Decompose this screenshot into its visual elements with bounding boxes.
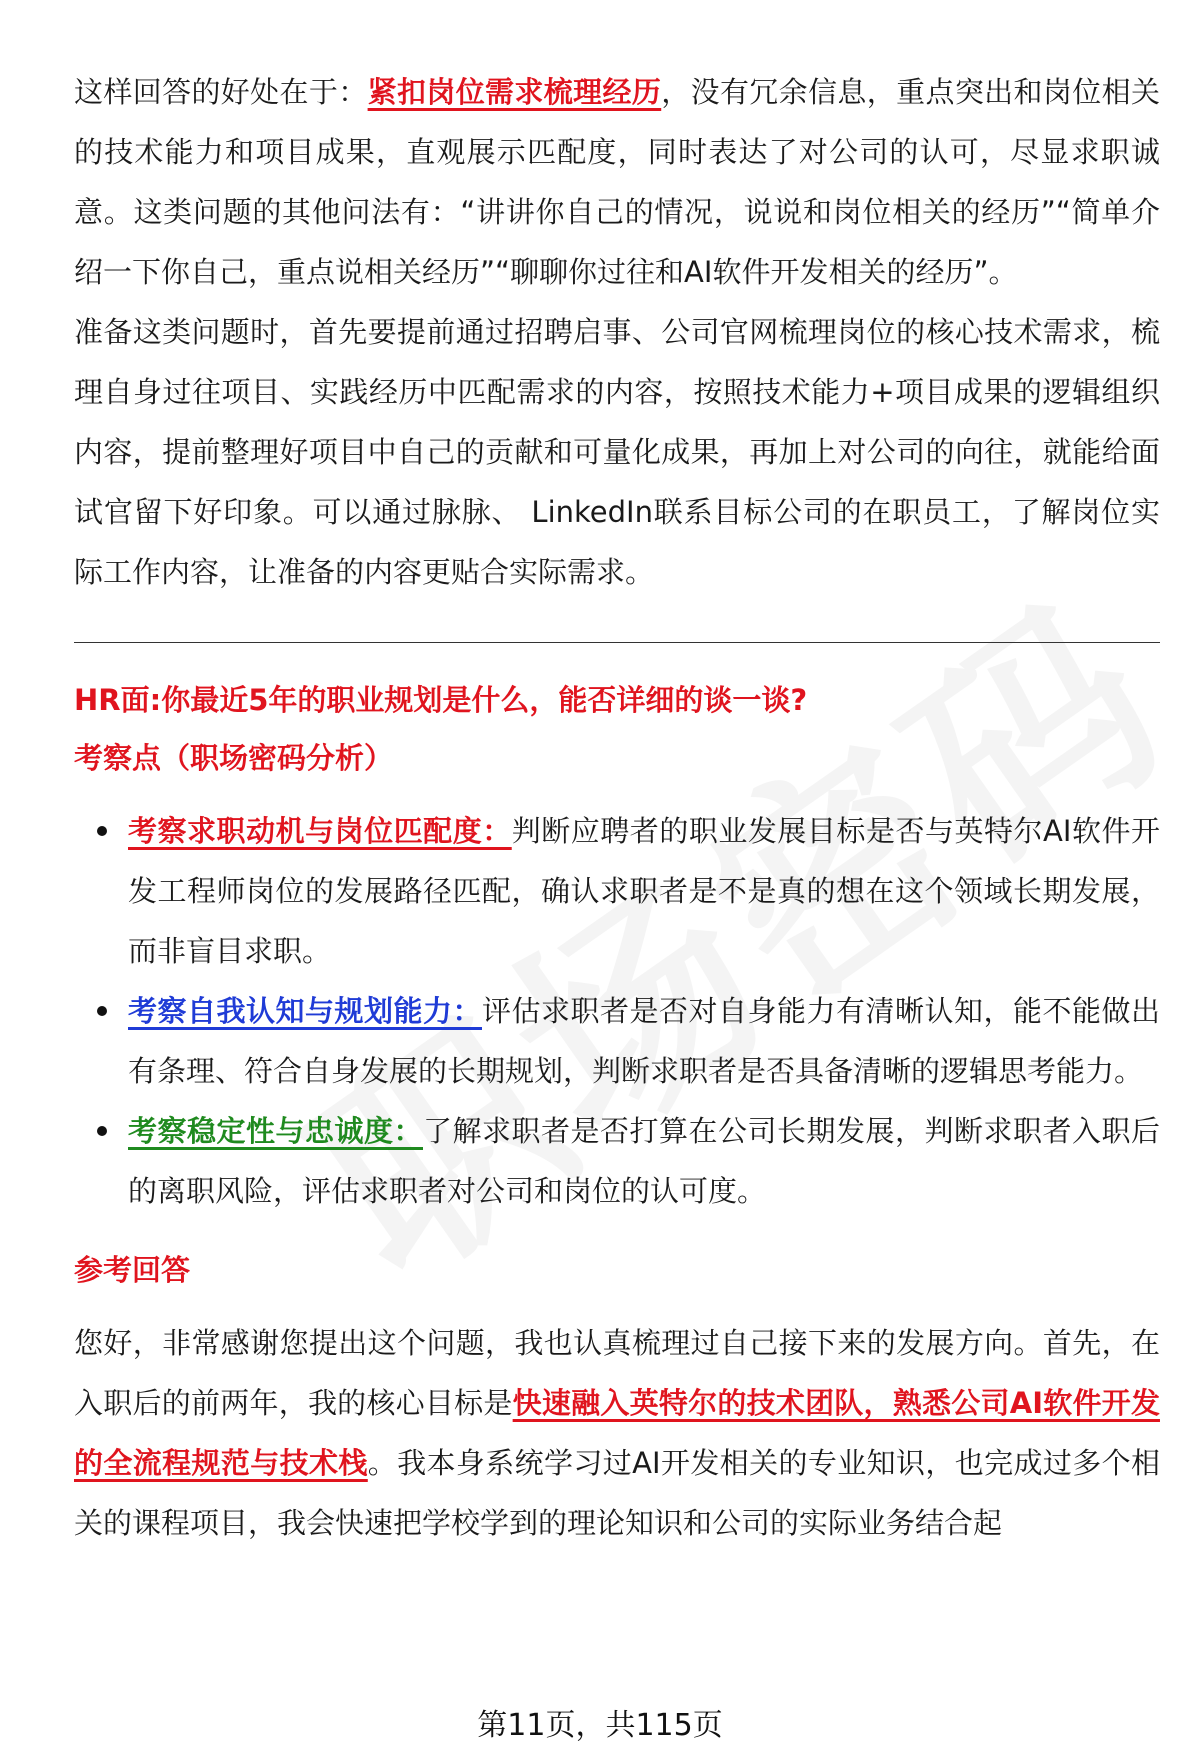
point-text: 了解求职者是否打算在公司长期发展，判断求职者入职后的离职风险，评估求职者对公司和岗位的认可度。 [128,1114,1160,1208]
answer-text-b: 。我本身系统学习过AI开发相关的专业知识，也完成过多个相关的课程项目，我会快速把学校学到的理论知识和公司的实际业务结合起 [74,1446,1160,1540]
list-item [74,981,1160,1101]
bullet-icon [97,826,107,836]
section-divider [74,642,1160,643]
intro-p1-highlight: 紧扣岗位需求梳理经历 [367,75,662,109]
document-page [74,62,1160,1553]
analysis-points-list [74,801,1160,1221]
question-title: HR面:你最近5年的职业规划是什么，能否详细的谈一谈? [74,683,808,717]
point-text: 判断应聘者的职业发展目标是否与英特尔AI软件开发工程师岗位的发展路径匹配，确认求职者是不是真的想在这个领域长期发展，而非盲目求职。 [128,814,1160,968]
bullet-icon [97,1006,107,1016]
point-label: 考察求职动机与岗位匹配度： [128,814,512,848]
answer-text-a: 您好，非常感谢您提出这个问题，我也认真梳理过自己接下来的发展方向。首先，在入职后的前两年，我的核心目标是 [74,1326,1160,1420]
point-label: 考察自我认知与规划能力： [128,994,482,1028]
page-number: 第11页，共115页 [477,1708,723,1743]
answer-heading: 参考回答 [74,1253,191,1287]
point-label: 考察稳定性与忠诚度： [128,1114,423,1148]
intro-paragraph-2: 准备这类问题时，首先要提前通过招聘启事、公司官网梳理岗位的核心技术需求，梳理自身过往项目、实践经历中匹配需求的内容，按照技术能力+项目成果的逻辑组织内容，提前整理好项目中自己的贡献和可量化成果，再加上对公司的向往，就能给面试官留下好印象。可以通过脉脉、 LinkedIn联系目标公司的在职员工，了解岗位实际工作内容，让准备的内容更贴合实际需求。 [74,315,1160,589]
answer-highlight: 快速融入英特尔的技术团队，熟悉公司AI软件开发的全流程规范与技术栈 [74,1386,1160,1480]
intro-paragraph-1 [74,62,1160,302]
answer-paragraph [74,1313,1160,1553]
list-item [74,801,1160,981]
intro-p1-text-a: 这样回答的好处在于： [74,75,368,109]
intro-p1-text-b: ，没有冗余信息，重点突出和岗位相关的技术能力和项目成果，直观展示匹配度，同时表达了对公司的认可，尽显求职诚意。这类问题的其他问法有：“讲讲你自己的情况，说说和岗位相关的经历”“简单介绍一下你自己，重点说相关经历”“聊聊你过往和AI软件开发相关的经历”。 [74,75,1160,289]
point-text: 评估求职者是否对自身能力有清晰认知，能不能做出有条理、符合自身发展的长期规划，判断求职者是否具备清晰的逻辑思考能力。 [128,994,1160,1088]
list-item [74,1101,1160,1221]
bullet-icon [97,1126,107,1136]
analysis-heading: 考察点（职场密码分析） [74,741,394,775]
